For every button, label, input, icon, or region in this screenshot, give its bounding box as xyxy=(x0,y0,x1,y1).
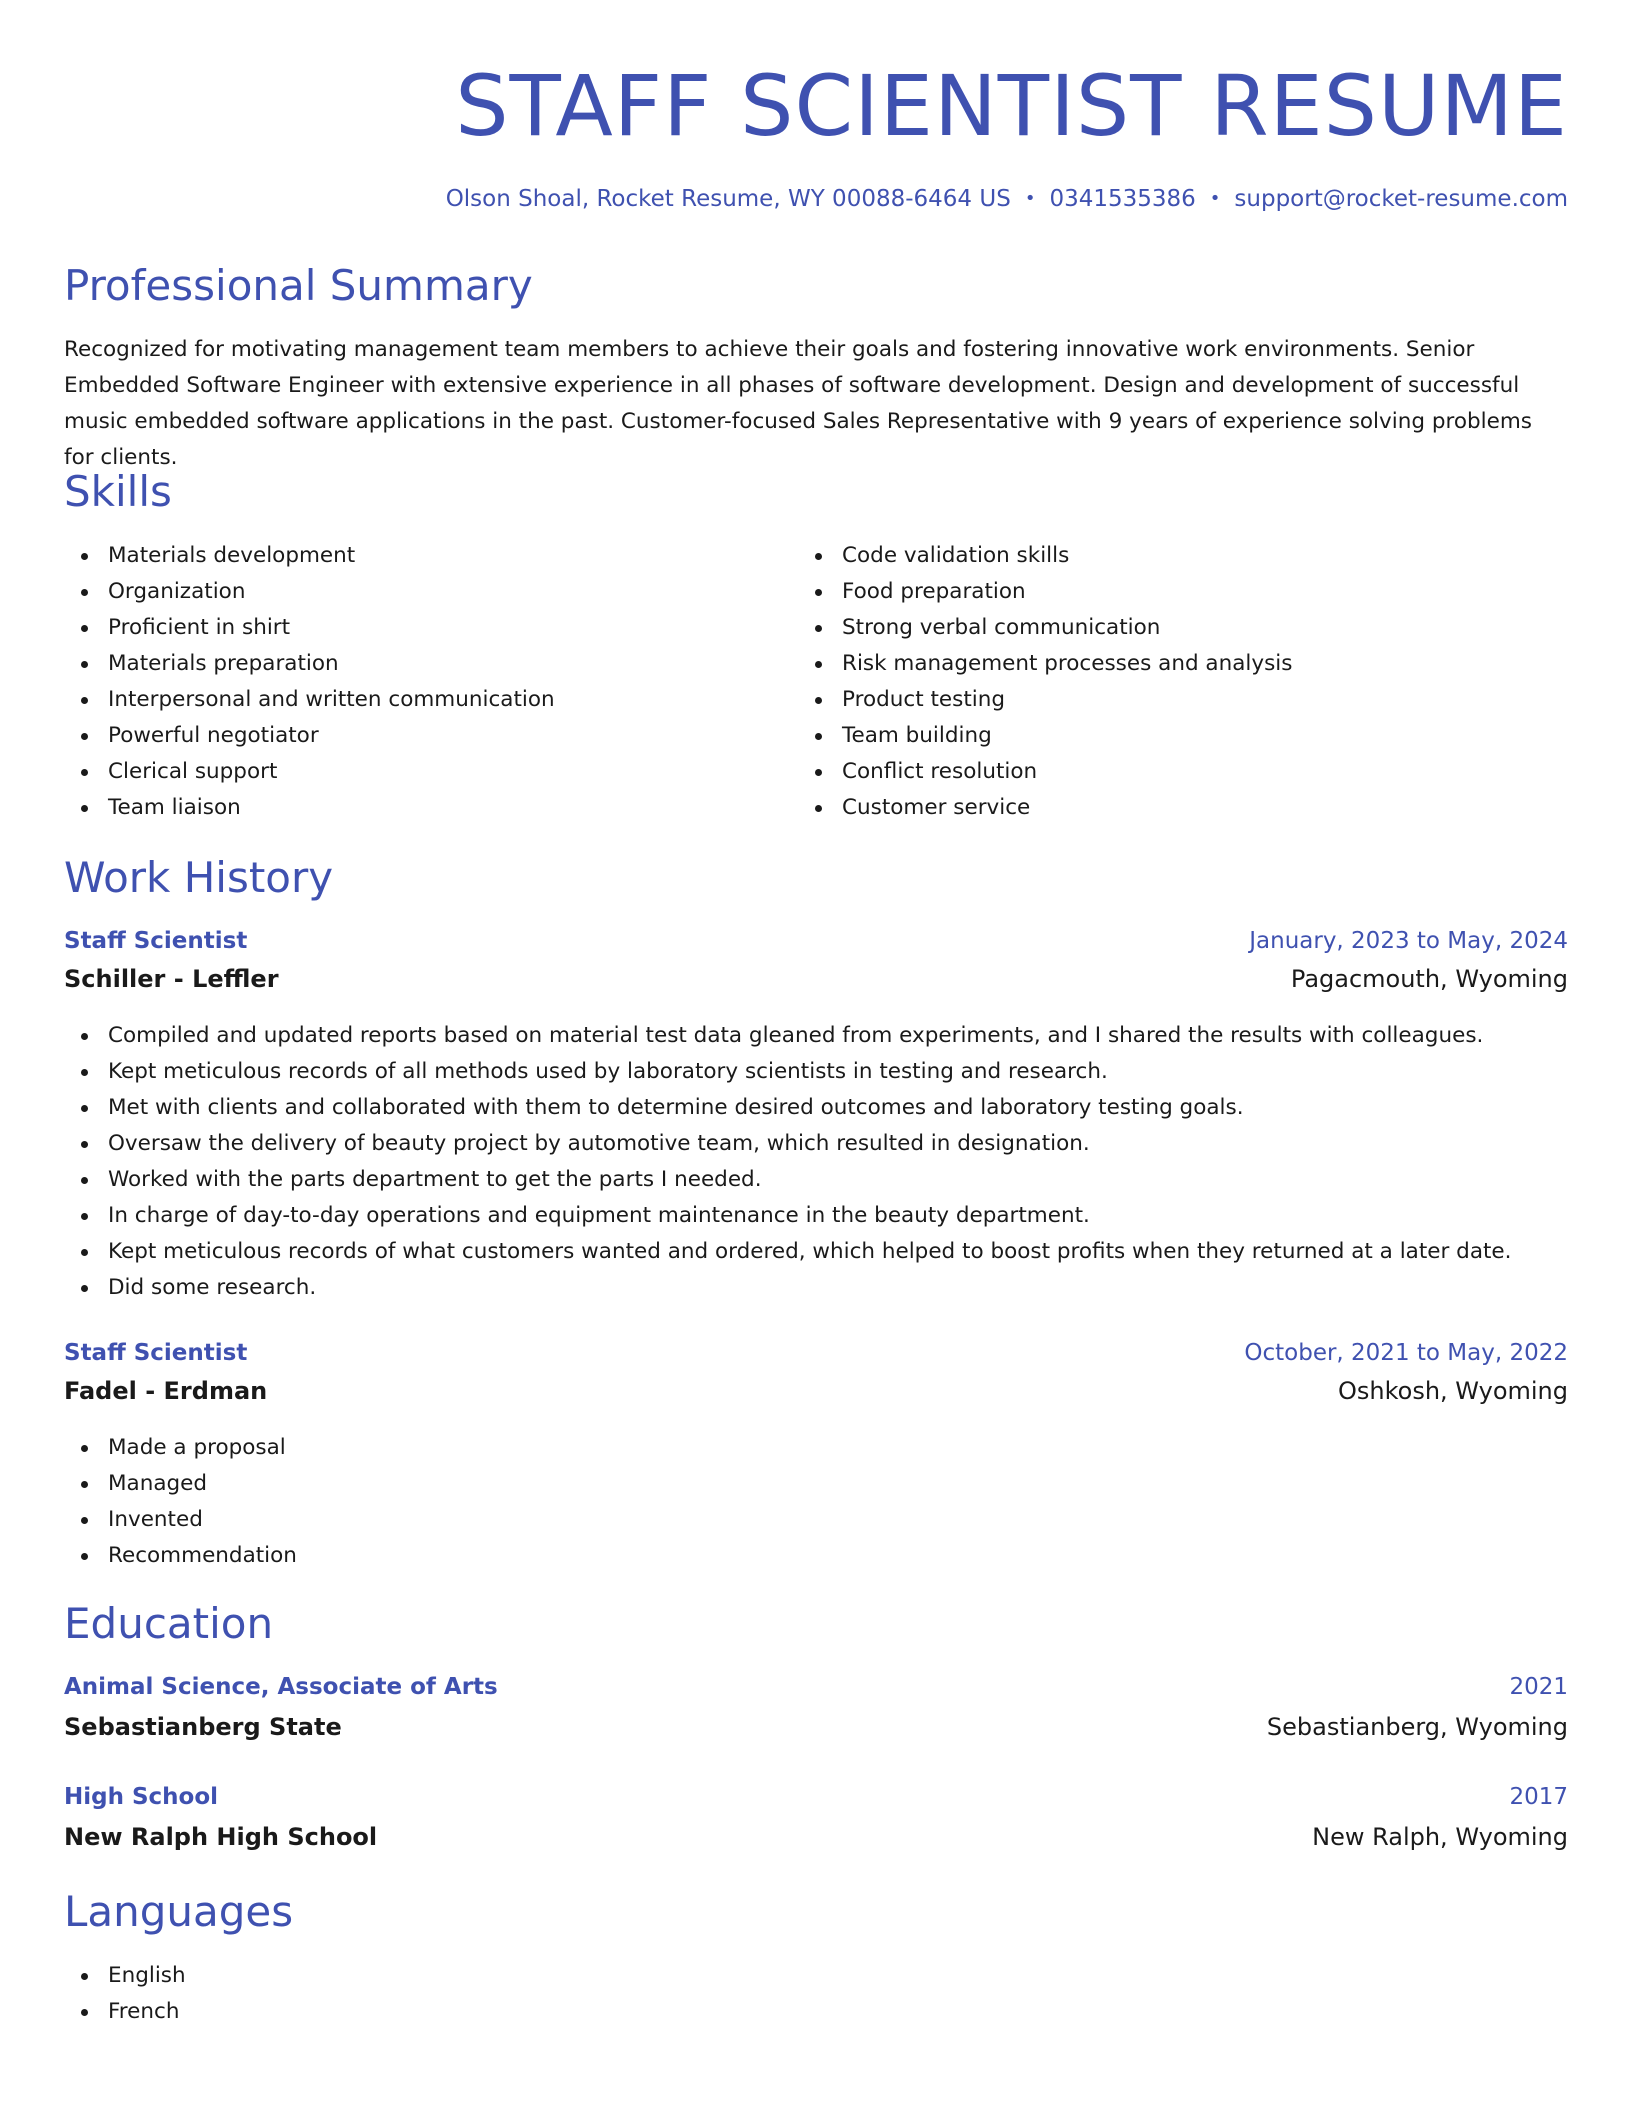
education-degree-row xyxy=(64,1672,1568,1702)
skill-item: Strong verbal communication xyxy=(798,610,1292,646)
education-school-row xyxy=(64,1821,1568,1853)
job-dates: October, 2021 to May, 2022 xyxy=(1244,1340,1568,1366)
job-company-row xyxy=(64,963,1568,995)
languages-list xyxy=(64,1958,186,2030)
education-degree: Animal Science, Associate of Arts xyxy=(64,1674,498,1700)
job-duty: Managed xyxy=(64,1466,297,1502)
job-role: Staff Scientist xyxy=(64,928,248,954)
job-duties-list xyxy=(64,1430,297,1574)
skill-item: Proficient in shirt xyxy=(64,610,555,646)
skill-item: Risk management processes and analysis xyxy=(798,646,1292,682)
job-duty: Invented xyxy=(64,1502,297,1538)
education-degree: High School xyxy=(64,1784,219,1810)
job-duty: Worked with the parts department to get the parts I needed. xyxy=(64,1162,1511,1198)
education-school: New Ralph High School xyxy=(64,1823,378,1851)
job-duty: Kept meticulous records of what customers wanted and ordered, which helped to boost profits when they returned at a later date. xyxy=(64,1234,1511,1270)
skill-item: Food preparation xyxy=(798,574,1292,610)
education-degree-row xyxy=(64,1782,1568,1812)
job-duties-list xyxy=(64,1018,1511,1306)
job-company-row xyxy=(64,1375,1568,1407)
skill-item: Team liaison xyxy=(64,790,555,826)
skill-item: Code validation skills xyxy=(798,538,1292,574)
skill-item: Conflict resolution xyxy=(798,754,1292,790)
job-title-row xyxy=(64,1338,1568,1368)
job-duty: In charge of day-to-day operations and equipment maintenance in the beauty department. xyxy=(64,1198,1511,1234)
contact-phone: 0341535386 xyxy=(1049,186,1196,212)
job-duty: Kept meticulous records of all methods used by laboratory scientists in testing and research. xyxy=(64,1054,1511,1090)
summary-text: Recognized for motivating management team members to achieve their goals and fostering innovative work environments. Senior Embedded Software Engineer with extensive experience in all phases of software development. Design and development of successful music embedded software applications in the past. Customer-focused Sales Representative with 9 years of experience solving problems for clients. xyxy=(64,337,1532,470)
work-history-heading: Work History xyxy=(64,853,334,902)
language-item: French xyxy=(64,1994,186,2030)
job-title-row xyxy=(64,926,1568,956)
contact-email[interactable]: support@rocket-resume.com xyxy=(1234,186,1568,212)
skill-item: Powerful negotiator xyxy=(64,718,555,754)
skills-list-right xyxy=(798,538,1292,826)
language-item: English xyxy=(64,1958,186,1994)
contact-address: Olson Shoal, Rocket Resume, WY 00088-6464 US xyxy=(445,186,1011,212)
resume-header xyxy=(64,0,1568,156)
skill-item: Organization xyxy=(64,574,555,610)
contact-line xyxy=(446,184,1568,214)
page-title: STAFF SCIENTIST RESUME xyxy=(455,57,1568,155)
job-role: Staff Scientist xyxy=(64,1340,248,1366)
job-location: Pagacmouth, Wyoming xyxy=(1290,965,1568,993)
job-dates: January, 2023 to May, 2024 xyxy=(1249,928,1568,954)
job-duty: Oversaw the delivery of beauty project by automotive team, which resulted in designation. xyxy=(64,1126,1511,1162)
education-school-row xyxy=(64,1711,1568,1743)
skill-item: Product testing xyxy=(798,682,1292,718)
education-school: Sebastianberg State xyxy=(64,1713,342,1741)
job-company: Fadel - Erdman xyxy=(64,1377,268,1405)
skill-item: Materials preparation xyxy=(64,646,555,682)
job-duty: Met with clients and collaborated with them to determine desired outcomes and laboratory testing goals. xyxy=(64,1090,1511,1126)
contact-separator: • xyxy=(1209,188,1221,209)
education-year: 2017 xyxy=(1509,1784,1568,1810)
skill-item: Interpersonal and written communication xyxy=(64,682,555,718)
job-duty: Compiled and updated reports based on material test data gleaned from experiments, and I shared the results with colleagues. xyxy=(64,1018,1511,1054)
job-duty: Recommendation xyxy=(64,1538,297,1574)
skill-item: Materials development xyxy=(64,538,555,574)
contact-separator: • xyxy=(1024,188,1036,209)
skill-item: Clerical support xyxy=(64,754,555,790)
skills-heading: Skills xyxy=(64,467,172,516)
languages-heading: Languages xyxy=(64,1887,294,1936)
education-location: Sebastianberg, Wyoming xyxy=(1266,1713,1568,1741)
job-location: Oshkosh, Wyoming xyxy=(1338,1377,1568,1405)
education-year: 2021 xyxy=(1509,1674,1568,1700)
education-location: New Ralph, Wyoming xyxy=(1312,1823,1568,1851)
summary-heading: Professional Summary xyxy=(64,261,533,310)
skill-item: Team building xyxy=(798,718,1292,754)
skill-item: Customer service xyxy=(798,790,1292,826)
job-duty: Made a proposal xyxy=(64,1430,297,1466)
skills-list-left xyxy=(64,538,555,826)
education-heading: Education xyxy=(64,1599,274,1648)
job-company: Schiller - Leffler xyxy=(64,965,279,993)
job-duty: Did some research. xyxy=(64,1270,1511,1306)
